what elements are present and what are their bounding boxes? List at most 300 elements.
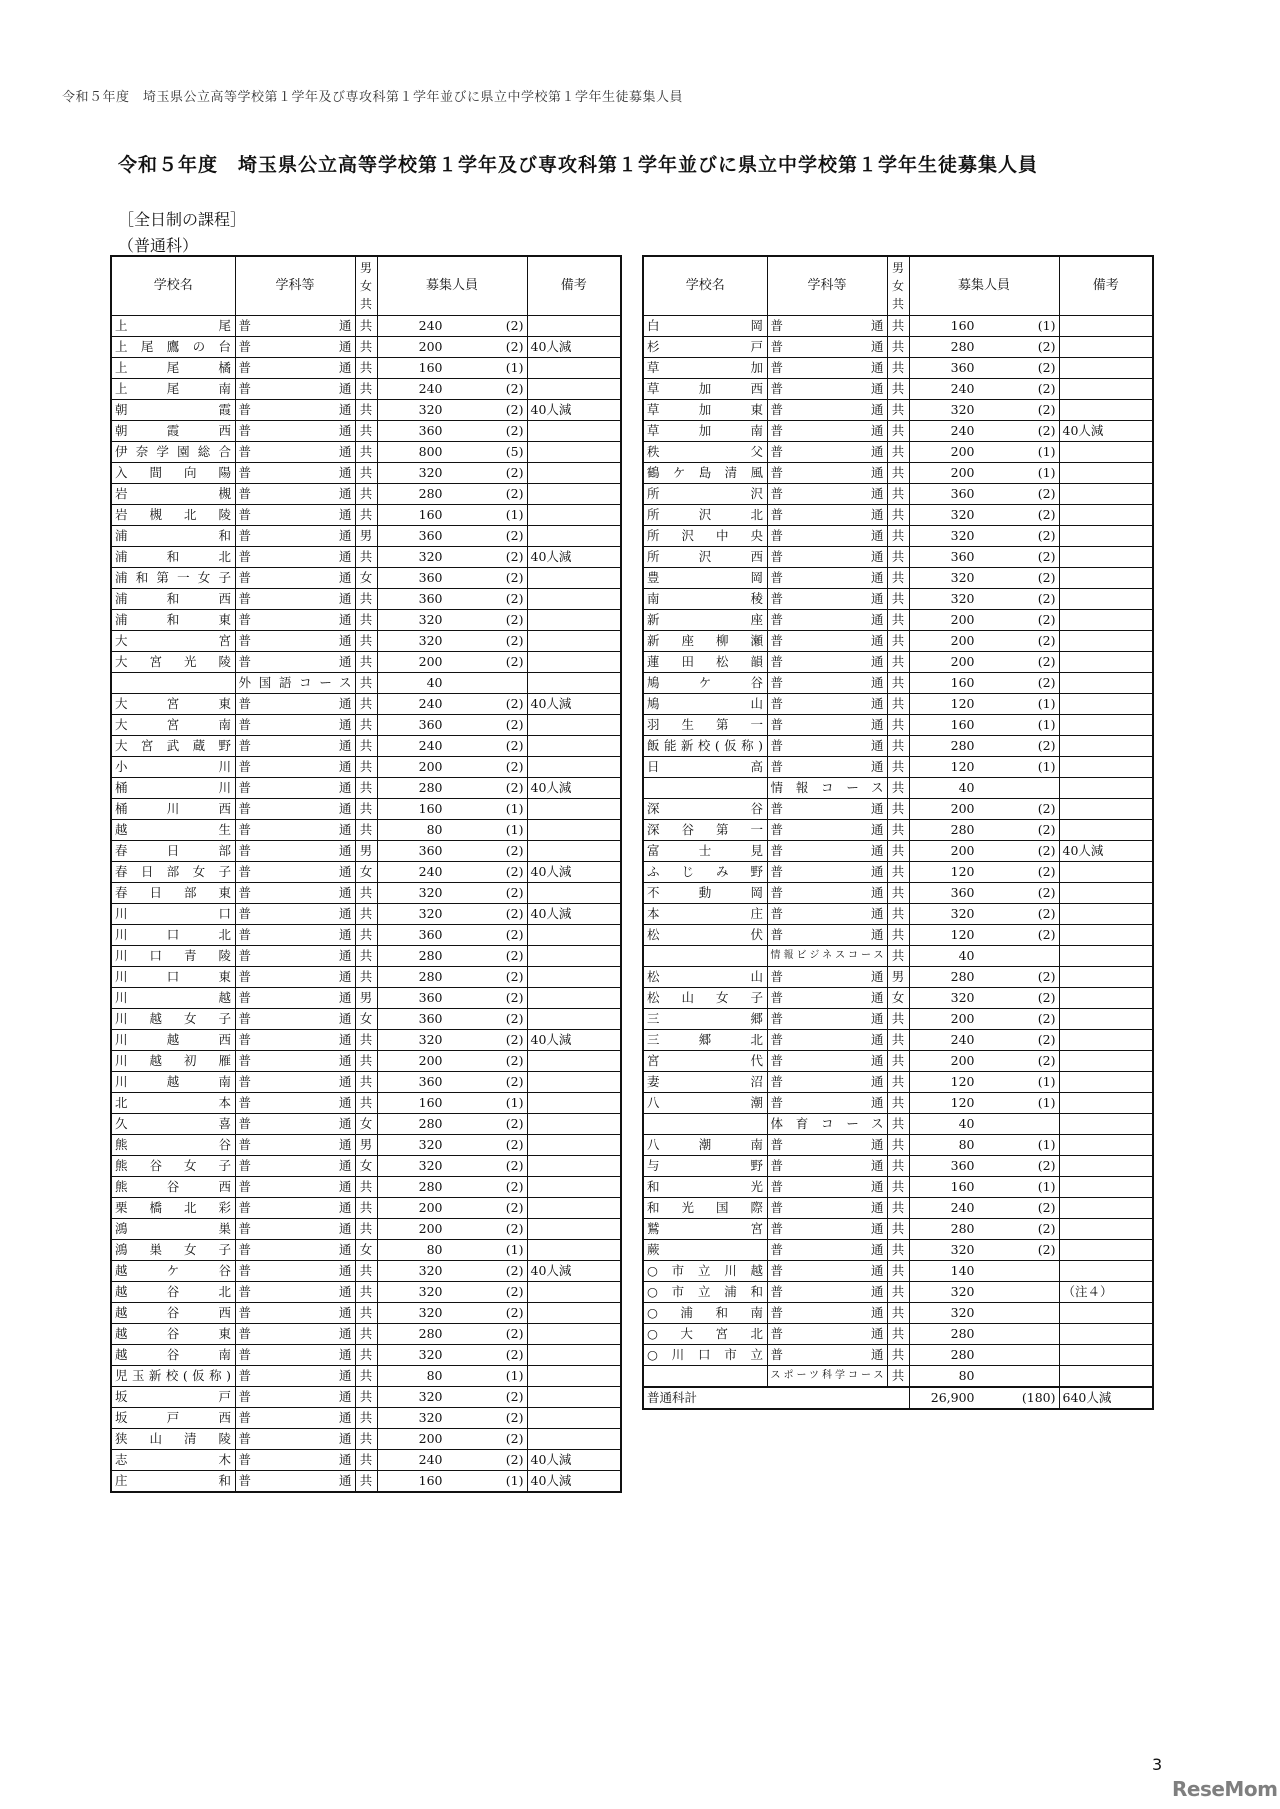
school-name: 大宮 — [111, 631, 235, 652]
table-row — [643, 799, 1153, 820]
class-count: (2) — [1037, 885, 1056, 900]
sex-category: 男 — [887, 967, 909, 988]
school-name: 三郷 — [643, 1009, 767, 1030]
department: 普通 — [235, 589, 355, 610]
note — [1059, 1345, 1153, 1366]
sex-category: 共 — [355, 1177, 377, 1198]
note — [1059, 1009, 1153, 1030]
sex-category: 共 — [355, 736, 377, 757]
capacity — [909, 883, 1059, 904]
school-name: 川越西 — [111, 1030, 235, 1051]
note — [1059, 610, 1153, 631]
sex-category: 共 — [887, 442, 909, 463]
capacity — [377, 757, 527, 778]
school-name: ○川口市立 — [643, 1345, 767, 1366]
department: 普通 — [767, 400, 887, 421]
capacity-value: 320 — [418, 402, 443, 417]
table-row — [643, 778, 1153, 799]
capacity-value: 360 — [418, 591, 443, 606]
department: 普通 — [235, 463, 355, 484]
capacity — [909, 820, 1059, 841]
sex-category: 共 — [887, 904, 909, 925]
department: 普通 — [767, 1324, 887, 1345]
class-count: (1) — [1037, 1137, 1056, 1152]
capacity — [377, 946, 527, 967]
table-row — [111, 883, 621, 904]
department: 普通 — [235, 652, 355, 673]
capacity-value: 160 — [950, 717, 975, 732]
sex-category: 共 — [887, 337, 909, 358]
note — [1059, 505, 1153, 526]
table-row — [643, 841, 1153, 862]
capacity-value: 40 — [958, 1116, 975, 1131]
class-count: (2) — [1037, 822, 1056, 837]
capacity — [909, 778, 1059, 799]
capacity-value: 320 — [950, 906, 975, 921]
department: 普通 — [767, 1261, 887, 1282]
note — [527, 1303, 621, 1324]
capacity — [377, 1093, 527, 1114]
capacity — [909, 1240, 1059, 1261]
class-count: (2) — [1037, 1158, 1056, 1173]
school-name — [643, 946, 767, 967]
department: 普通 — [235, 400, 355, 421]
header-dept: 学科等 — [235, 256, 355, 316]
sex-category: 共 — [887, 883, 909, 904]
sex-category: 共 — [887, 757, 909, 778]
department: 普通 — [767, 379, 887, 400]
class-count: (2) — [505, 1032, 524, 1047]
note — [1059, 1093, 1153, 1114]
table-row — [111, 1303, 621, 1324]
school-name: ○市立川越 — [643, 1261, 767, 1282]
table-row — [643, 421, 1153, 442]
department: 普通 — [235, 1240, 355, 1261]
class-count: (2) — [505, 1053, 524, 1068]
note — [527, 568, 621, 589]
department: 普通 — [767, 1219, 887, 1240]
table-row — [643, 1156, 1153, 1177]
capacity — [377, 652, 527, 673]
sex-category: 共 — [355, 1471, 377, 1493]
note — [527, 463, 621, 484]
school-name: 鴻巣 — [111, 1219, 235, 1240]
sex-category: 共 — [355, 316, 377, 337]
class-count: (2) — [505, 969, 524, 984]
table-row — [643, 1051, 1153, 1072]
sex-category: 共 — [887, 1219, 909, 1240]
table-row — [643, 694, 1153, 715]
department: 普通 — [235, 694, 355, 715]
class-count: (2) — [505, 759, 524, 774]
school-name: 坂戸西 — [111, 1408, 235, 1429]
class-count: (2) — [1037, 843, 1056, 858]
subsection-label: （普通科） — [118, 236, 199, 255]
note — [1059, 820, 1153, 841]
note — [527, 988, 621, 1009]
capacity — [377, 820, 527, 841]
department: 普通 — [767, 1072, 887, 1093]
table-row — [111, 379, 621, 400]
table-row — [643, 1219, 1153, 1240]
sex-category: 共 — [355, 799, 377, 820]
capacity — [909, 715, 1059, 736]
capacity-value: 40 — [958, 780, 975, 795]
running-header: 令和５年度 埼玉県公立高等学校第１学年及び専攻科第１学年並びに県立中学校第１学年生徒募集人員 — [62, 90, 684, 105]
class-count: (1) — [1037, 318, 1056, 333]
sex-category: 男 — [355, 526, 377, 547]
class-count: (2) — [1037, 549, 1056, 564]
department: 普通 — [767, 505, 887, 526]
school-name: 松山女子 — [643, 988, 767, 1009]
note — [1059, 484, 1153, 505]
department: 普通 — [767, 589, 887, 610]
capacity-value: 200 — [418, 1431, 443, 1446]
class-count: (2) — [505, 423, 524, 438]
class-count: (2) — [505, 381, 524, 396]
capacity-value: 320 — [418, 549, 443, 564]
sex-category: 共 — [887, 1051, 909, 1072]
capacity — [377, 1408, 527, 1429]
table-row — [111, 1051, 621, 1072]
sex-category: 共 — [887, 1009, 909, 1030]
note — [527, 673, 621, 694]
capacity — [909, 421, 1059, 442]
note — [527, 946, 621, 967]
class-count: (2) — [1037, 507, 1056, 522]
header-dept: 学科等 — [767, 256, 887, 316]
sex-category: 共 — [887, 1135, 909, 1156]
capacity-value: 360 — [418, 1011, 443, 1026]
school-name: 不動岡 — [643, 883, 767, 904]
department: 普通 — [235, 547, 355, 568]
sex-category: 共 — [355, 1387, 377, 1408]
class-count: (2) — [505, 1410, 524, 1425]
department: 普通 — [235, 1009, 355, 1030]
class-count: (2) — [1037, 675, 1056, 690]
school-name: 蕨 — [643, 1240, 767, 1261]
table-row — [111, 820, 621, 841]
note — [527, 883, 621, 904]
class-count: (2) — [505, 738, 524, 753]
department: 普通 — [235, 1303, 355, 1324]
capacity-value: 360 — [950, 360, 975, 375]
class-count: (2) — [505, 696, 524, 711]
note — [1059, 967, 1153, 988]
school-name: 深谷 — [643, 799, 767, 820]
department: 普通 — [767, 1156, 887, 1177]
capacity — [909, 1051, 1059, 1072]
school-name: 浦和第一女子 — [111, 568, 235, 589]
class-count: (2) — [505, 1116, 524, 1131]
class-count: (2) — [505, 339, 524, 354]
table-row — [643, 379, 1153, 400]
department: 普通 — [235, 316, 355, 337]
school-name: 志木 — [111, 1450, 235, 1471]
note — [527, 1051, 621, 1072]
capacity — [377, 1114, 527, 1135]
department: 普通 — [235, 757, 355, 778]
department: 普通 — [235, 1051, 355, 1072]
table-row — [643, 925, 1153, 946]
sex-category: 共 — [355, 1324, 377, 1345]
capacity-value: 120 — [950, 759, 975, 774]
school-name: 上尾鷹の台 — [111, 337, 235, 358]
school-name: 妻沼 — [643, 1072, 767, 1093]
sex-category: 共 — [355, 505, 377, 526]
capacity — [909, 610, 1059, 631]
sex-category: 共 — [355, 820, 377, 841]
total-label: 普通科計 — [643, 1387, 909, 1409]
table-row — [643, 610, 1153, 631]
capacity — [909, 904, 1059, 925]
sex-category: 共 — [887, 505, 909, 526]
note: 40人減 — [1059, 421, 1153, 442]
school-name: 秩父 — [643, 442, 767, 463]
sex-category: 共 — [355, 925, 377, 946]
department: 普通 — [235, 379, 355, 400]
class-count: (1) — [505, 1368, 524, 1383]
class-count: (2) — [1037, 969, 1056, 984]
table-row — [111, 1219, 621, 1240]
sex-category: 共 — [887, 1324, 909, 1345]
capacity — [909, 862, 1059, 883]
table-row — [643, 736, 1153, 757]
capacity-value: 140 — [950, 1263, 975, 1278]
table-row — [643, 652, 1153, 673]
class-count: (2) — [1037, 654, 1056, 669]
page-title: 令和５年度 埼玉県公立高等学校第１学年及び専攻科第１学年並びに県立中学校第１学年生徒募集人員 — [118, 154, 1039, 176]
note — [527, 1072, 621, 1093]
capacity — [909, 1114, 1059, 1135]
class-count: (2) — [1037, 402, 1056, 417]
capacity-value: 280 — [950, 822, 975, 837]
department: 普通 — [767, 757, 887, 778]
capacity-value: 200 — [950, 633, 975, 648]
sex-category: 共 — [887, 673, 909, 694]
department: 普通 — [235, 1198, 355, 1219]
department: 普通 — [767, 442, 887, 463]
capacity-value: 40 — [958, 948, 975, 963]
capacity — [909, 1198, 1059, 1219]
capacity — [909, 484, 1059, 505]
class-count: (2) — [505, 1284, 524, 1299]
department: 普通 — [767, 1345, 887, 1366]
capacity-value: 360 — [950, 549, 975, 564]
sex-category: 共 — [355, 1093, 377, 1114]
capacity — [909, 967, 1059, 988]
department: 普通 — [767, 841, 887, 862]
sex-category: 共 — [887, 631, 909, 652]
sex-category: 共 — [887, 1366, 909, 1388]
capacity — [377, 1135, 527, 1156]
note — [1059, 1219, 1153, 1240]
school-name: ○浦和南 — [643, 1303, 767, 1324]
school-name: 越谷東 — [111, 1324, 235, 1345]
capacity-value: 360 — [418, 570, 443, 585]
note — [1059, 715, 1153, 736]
sex-category: 共 — [355, 1366, 377, 1387]
department: 普通 — [767, 1198, 887, 1219]
capacity — [377, 1198, 527, 1219]
sex-category: 共 — [355, 757, 377, 778]
table-row — [111, 1345, 621, 1366]
sex-category: 共 — [355, 1282, 377, 1303]
capacity — [377, 589, 527, 610]
table-row — [111, 988, 621, 1009]
capacity — [909, 1366, 1059, 1388]
class-count: (2) — [505, 570, 524, 585]
school-name: 北本 — [111, 1093, 235, 1114]
class-count: (2) — [505, 864, 524, 879]
school-name: 草加南 — [643, 421, 767, 442]
sex-category: 共 — [355, 694, 377, 715]
capacity — [377, 694, 527, 715]
school-name: 鷲宮 — [643, 1219, 767, 1240]
capacity-value: 160 — [950, 318, 975, 333]
table-row — [111, 1009, 621, 1030]
school-name: 八潮南 — [643, 1135, 767, 1156]
school-name: 岩槻北陵 — [111, 505, 235, 526]
note — [527, 589, 621, 610]
table-row — [643, 946, 1153, 967]
school-name: 上尾 — [111, 316, 235, 337]
capacity-value: 800 — [418, 444, 443, 459]
capacity — [909, 589, 1059, 610]
department: 普通 — [235, 1114, 355, 1135]
school-name: ○大宮北 — [643, 1324, 767, 1345]
note — [1059, 358, 1153, 379]
class-count: (2) — [1037, 738, 1056, 753]
table-row — [111, 1156, 621, 1177]
sex-category: 共 — [887, 1261, 909, 1282]
school-name: 熊谷女子 — [111, 1156, 235, 1177]
note — [527, 1429, 621, 1450]
table-header-row — [643, 256, 1153, 316]
sex-category: 共 — [355, 337, 377, 358]
school-name: 岩槻 — [111, 484, 235, 505]
class-count: (1) — [505, 1242, 524, 1257]
sex-category: 共 — [355, 484, 377, 505]
capacity — [909, 1093, 1059, 1114]
class-count: (2) — [1037, 1032, 1056, 1047]
department: 普通 — [235, 1177, 355, 1198]
class-count: (1) — [505, 801, 524, 816]
class-count: (2) — [505, 948, 524, 963]
school-name: 坂戸 — [111, 1387, 235, 1408]
sex-category: 共 — [887, 652, 909, 673]
capacity-value: 280 — [418, 969, 443, 984]
sex-category: 共 — [887, 862, 909, 883]
capacity — [377, 862, 527, 883]
capacity — [377, 736, 527, 757]
capacity — [909, 1177, 1059, 1198]
sex-category: 共 — [355, 1072, 377, 1093]
capacity-value: 120 — [950, 1095, 975, 1110]
class-count: (1) — [1037, 1074, 1056, 1089]
class-count: (2) — [505, 528, 524, 543]
sex-category: 共 — [887, 1177, 909, 1198]
capacity — [909, 505, 1059, 526]
capacity — [377, 904, 527, 925]
capacity — [909, 1324, 1059, 1345]
capacity-value: 320 — [418, 1137, 443, 1152]
total-capacity-value: 26,900 — [930, 1390, 975, 1405]
note — [527, 715, 621, 736]
table-row — [111, 841, 621, 862]
sex-category: 共 — [887, 1303, 909, 1324]
table-row — [111, 568, 621, 589]
note — [527, 757, 621, 778]
department: 普通 — [767, 421, 887, 442]
note — [1059, 463, 1153, 484]
department: 普通 — [767, 673, 887, 694]
note — [1059, 631, 1153, 652]
department: 普通 — [767, 1030, 887, 1051]
capacity — [377, 1072, 527, 1093]
capacity — [377, 841, 527, 862]
school-name: 小川 — [111, 757, 235, 778]
note: 40人減 — [527, 1450, 621, 1471]
class-count: (2) — [1037, 1200, 1056, 1215]
table-row — [643, 1324, 1153, 1345]
table-row — [643, 463, 1153, 484]
capacity-value: 200 — [418, 1221, 443, 1236]
table-row — [111, 1408, 621, 1429]
class-count: (2) — [1037, 927, 1056, 942]
school-name: 与野 — [643, 1156, 767, 1177]
capacity — [377, 778, 527, 799]
capacity-value: 320 — [418, 1347, 443, 1362]
capacity-value: 200 — [950, 801, 975, 816]
school-name: 栗橋北彩 — [111, 1198, 235, 1219]
capacity-value: 320 — [418, 1389, 443, 1404]
department: 普通 — [235, 841, 355, 862]
class-count: (2) — [505, 1074, 524, 1089]
table-row — [111, 904, 621, 925]
school-name: 浦和西 — [111, 589, 235, 610]
table-row — [111, 337, 621, 358]
note: 40人減 — [1059, 841, 1153, 862]
school-name: 川越 — [111, 988, 235, 1009]
capacity — [377, 988, 527, 1009]
note — [1059, 1135, 1153, 1156]
sex-category: 共 — [355, 1198, 377, 1219]
capacity — [909, 736, 1059, 757]
school-name: 越谷西 — [111, 1303, 235, 1324]
school-name: 白岡 — [643, 316, 767, 337]
note — [527, 526, 621, 547]
department: 普通 — [767, 568, 887, 589]
capacity-value: 240 — [950, 1032, 975, 1047]
capacity-value: 120 — [950, 864, 975, 879]
note — [1059, 316, 1153, 337]
sex-category: 共 — [887, 820, 909, 841]
school-name: 草加 — [643, 358, 767, 379]
capacity-value: 80 — [426, 1242, 443, 1257]
table-row — [111, 505, 621, 526]
capacity — [377, 463, 527, 484]
table-row — [643, 1177, 1153, 1198]
class-count: (2) — [505, 1158, 524, 1173]
department: 普通 — [235, 1471, 355, 1493]
capacity — [377, 547, 527, 568]
table-row — [643, 862, 1153, 883]
watermark-logo: ReseMom — [1172, 1777, 1278, 1801]
capacity — [909, 442, 1059, 463]
class-count: (1) — [505, 1095, 524, 1110]
capacity — [909, 337, 1059, 358]
